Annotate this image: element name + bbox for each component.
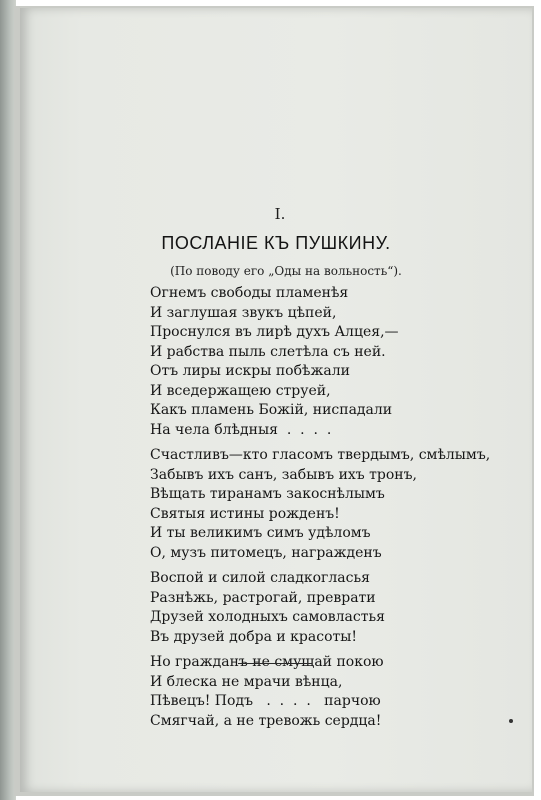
poem-line: И вседержащею струей, [150, 382, 331, 399]
book-page [20, 8, 532, 792]
poem-line: И рабства пыль слетѣла съ ней. [150, 343, 386, 360]
poem-line: И ты великимъ симъ удѣломъ [150, 525, 371, 541]
poem-title: ПОСЛАНІЕ КЪ ПУШКИНУ. [161, 233, 391, 253]
end-divider-rule [238, 663, 312, 664]
poem-line: Святыя истины рожденъ! [150, 505, 340, 522]
stanza-1 [150, 284, 480, 440]
poem-line: Счастливъ—кто гласомъ твердымъ, смѣлымъ, [150, 447, 491, 463]
poem-line: Друзей холодныхъ самовластья [150, 609, 385, 625]
poem-line: Проснулся въ лирѣ духъ Алцея,— [150, 324, 399, 340]
stanza-3 [150, 569, 480, 647]
poem-line: О, музъ питомецъ, награжденъ [150, 544, 382, 561]
stanza-4 [150, 653, 480, 731]
poem-line: Но гражданъ не смущай покою [150, 654, 384, 670]
poem-number: I. [274, 205, 286, 223]
poem-line: На чела блѣдныя . . . . [150, 421, 332, 438]
poem-subtitle: (По поводу его „Оды на вольность“). [170, 264, 402, 278]
poem-line: Огнемъ свободы пламенѣя [150, 285, 349, 301]
poem-line: Отъ лиры искры побѣжали [150, 363, 350, 379]
poem-line: Воспой и силой сладкогласья [150, 570, 370, 586]
poem-line: Въ друзей добра и красоты! [150, 628, 358, 645]
poem-line: Смягчай, а не тревожь сердца! [150, 712, 382, 729]
ink-speck [509, 719, 513, 723]
poem-line: И заглушая звукъ цѣпей, [150, 304, 337, 321]
poem-line: Пѣвецъ! Подъ . . . . парчою [150, 693, 381, 709]
stanza-2 [150, 446, 491, 563]
poem-line: Вѣщать тиранамъ закоснѣлымъ [150, 486, 385, 502]
poem-line: Какъ пламень Божій, ниспадали [150, 402, 393, 418]
poem-line: И блеска не мрачи вѣнца, [150, 673, 343, 690]
poem-line: Забывъ ихъ санъ, забывъ ихъ тронъ, [150, 466, 417, 483]
poem-line: Разнѣжь, растрогай, преврати [150, 589, 376, 606]
poem-body [150, 284, 491, 737]
